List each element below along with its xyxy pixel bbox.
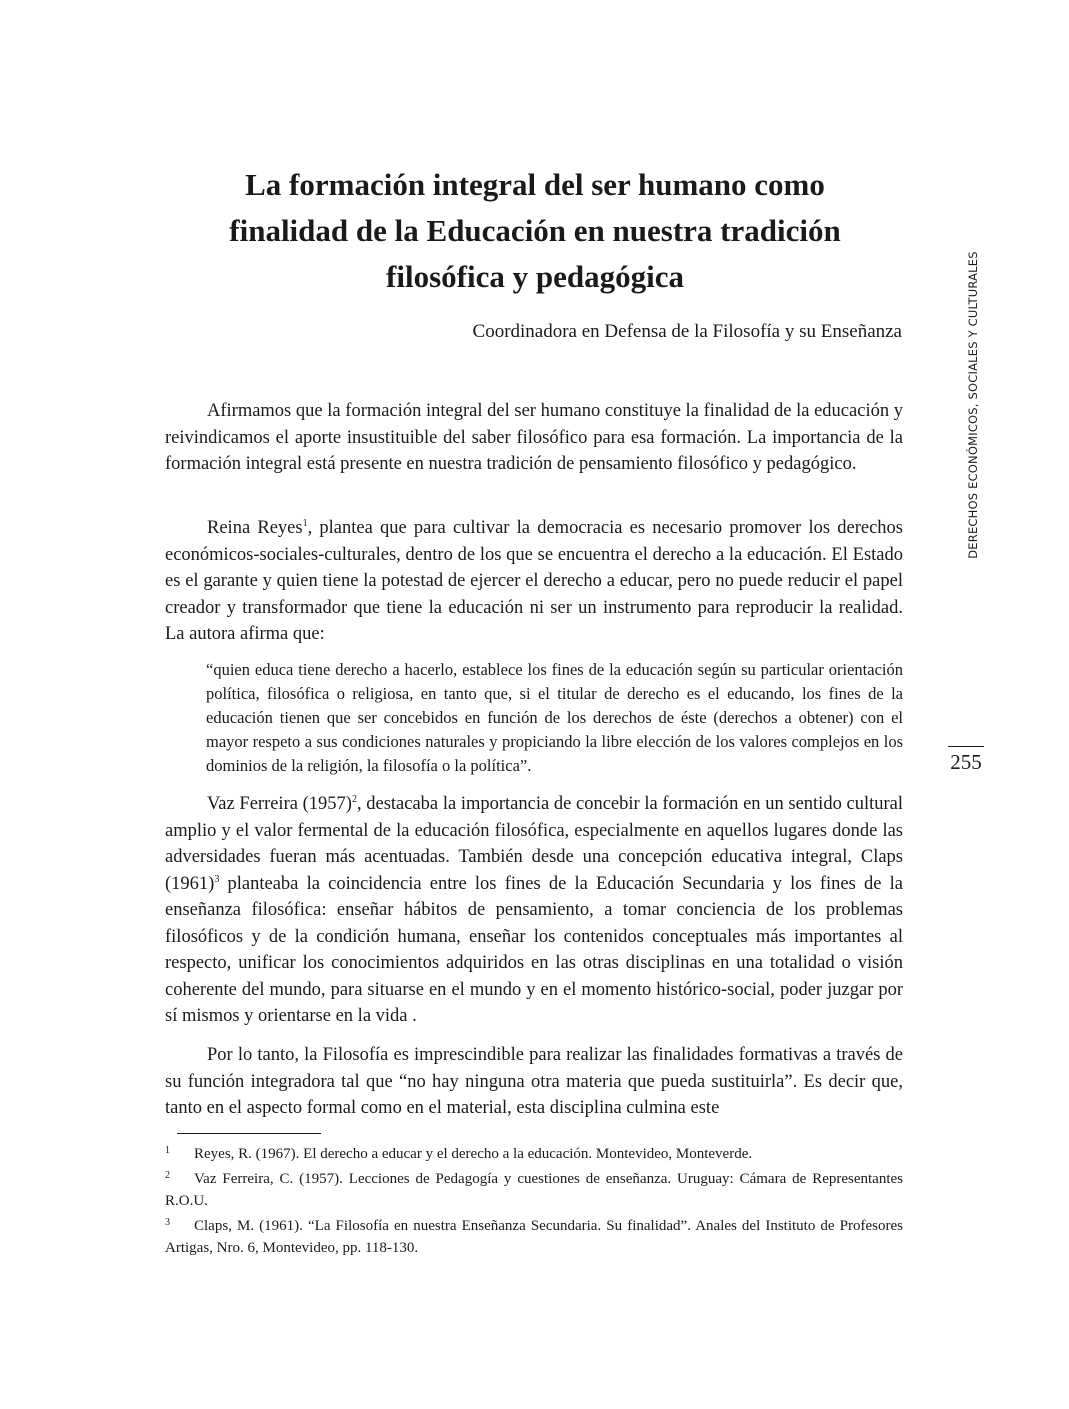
- paragraph-1: Afirmamos que la formación integral del ser humano constituye la finalidad de la educación y reivindicamos el aporte insustituible del saber filosófico para esa formación. La importancia de la formación integral está presente en nuestra tradición de pensamiento filosófico y pedagógico.: [165, 401, 903, 474]
- page-number-rule: [948, 746, 984, 747]
- footnote-divider: [177, 1133, 321, 1134]
- footnote-number: 3: [165, 1217, 170, 1228]
- paragraph-text: planteaba la coincidencia entre los fines de la Educación Secundaria y los fines de la enseñanza filosófica: enseñar hábitos de pensamiento, a tomar conciencia de los problemas filosóficos y de la condición humana, enseñar los contenidos conceptuales más importantes al respecto, unificar los conocimientos adquiridos en las otras disciplinas en una totalidad o visión coherente del mundo, para situarse en el mundo y en el momento histórico-social, poder juzgar por sí mismos y orientarse en la vida .: [165, 873, 903, 1026]
- footnote-reference: 1: [302, 517, 308, 529]
- footnote-number: 1: [165, 1145, 170, 1156]
- paragraph-text: , destacaba la importancia de concebir la formación en un sentido cultural amplio y el valor fermental de la educación filosófica, especialmente en aquellos lugares donde las adversidades fueran más acentuadas. También desde una concepción educativa integral, Claps (1961): [165, 794, 903, 894]
- footnote-item: [165, 1140, 903, 1165]
- footnote-text: Reyes, R. (1967). El derecho a educar y el derecho a la educación. Montevideo, Monteverde.: [194, 1146, 753, 1162]
- footnote-item: [165, 1212, 903, 1259]
- paragraph-3: [165, 791, 903, 1030]
- title-line: finalidad de la Educación en nuestra tradición: [229, 213, 841, 248]
- title-line: filosófica y pedagógica: [386, 259, 684, 294]
- title-line: La formación integral del ser humano como: [245, 167, 825, 202]
- footnote-item: [165, 1165, 903, 1212]
- footnote-reference: 2: [351, 793, 357, 805]
- paragraph-text: , plantea que para cultivar la democracia es necesario promover los derechos económicos-sociales-culturales, dentro de los que se encuentra el derecho a la educación. El Estado es el garante y quien tiene la potestad de ejercer el derecho a educar, pero no puede reducir el papel creador y transformador que tiene la educación ni ser un instrumento para reproducir la realidad. La autora afirma que:: [165, 518, 903, 644]
- paragraph-2: [165, 515, 903, 648]
- paragraph-text: Reina Reyes: [207, 518, 303, 538]
- footnote-text: Claps, M. (1961). “La Filosofía en nuestra Enseñanza Secundaria. Su finalidad”. Anales del Instituto de Profesores Artigas, Nro. 6, Montevideo, pp. 118-130.: [165, 1218, 903, 1256]
- article-title: [165, 162, 905, 300]
- footnote-text: Vaz Ferreira, C. (1957). Lecciones de Pedagogía y cuestiones de enseñanza. Uruguay: Cámara de Representantes R.O.U.: [165, 1171, 903, 1209]
- footnote-reference: 3: [214, 873, 220, 885]
- footnotes-list: [165, 1140, 903, 1259]
- article-author: Coordinadora en Defensa de la Filosofía y su Enseñanza: [472, 321, 902, 342]
- section-side-label: [963, 246, 983, 564]
- paragraph-4: Por lo tanto, la Filosofía es imprescindible para realizar las finalidades formativas a través de su función integradora tal que “no hay ninguna otra materia que pueda sustituirla”. Es decir que, tanto en el aspecto formal como en el material, esta disciplina culmina este: [165, 1045, 903, 1118]
- section-side-label-text: DERECHOS ECONÓMICOS, SOCIALES Y CULTURALES: [966, 251, 980, 559]
- paragraph-text: Vaz Ferreira (1957): [207, 794, 352, 814]
- block-quote: “quien educa tiene derecho a hacerlo, establece los fines de la educación según su particular orientación política, filosófica o religiosa, en tanto que, si el titular de derecho es el educando, los fines de la educación tienen que ser concebidos en función de los derechos de éste (derechos a obtener) con el mayor respeto a sus condiciones naturales y propiciando la libre elección de los valores complejos en los dominios de la religión, la filosofía o la política”.: [206, 660, 903, 775]
- footnote-number: 2: [165, 1170, 170, 1181]
- page-number: 255: [950, 750, 982, 774]
